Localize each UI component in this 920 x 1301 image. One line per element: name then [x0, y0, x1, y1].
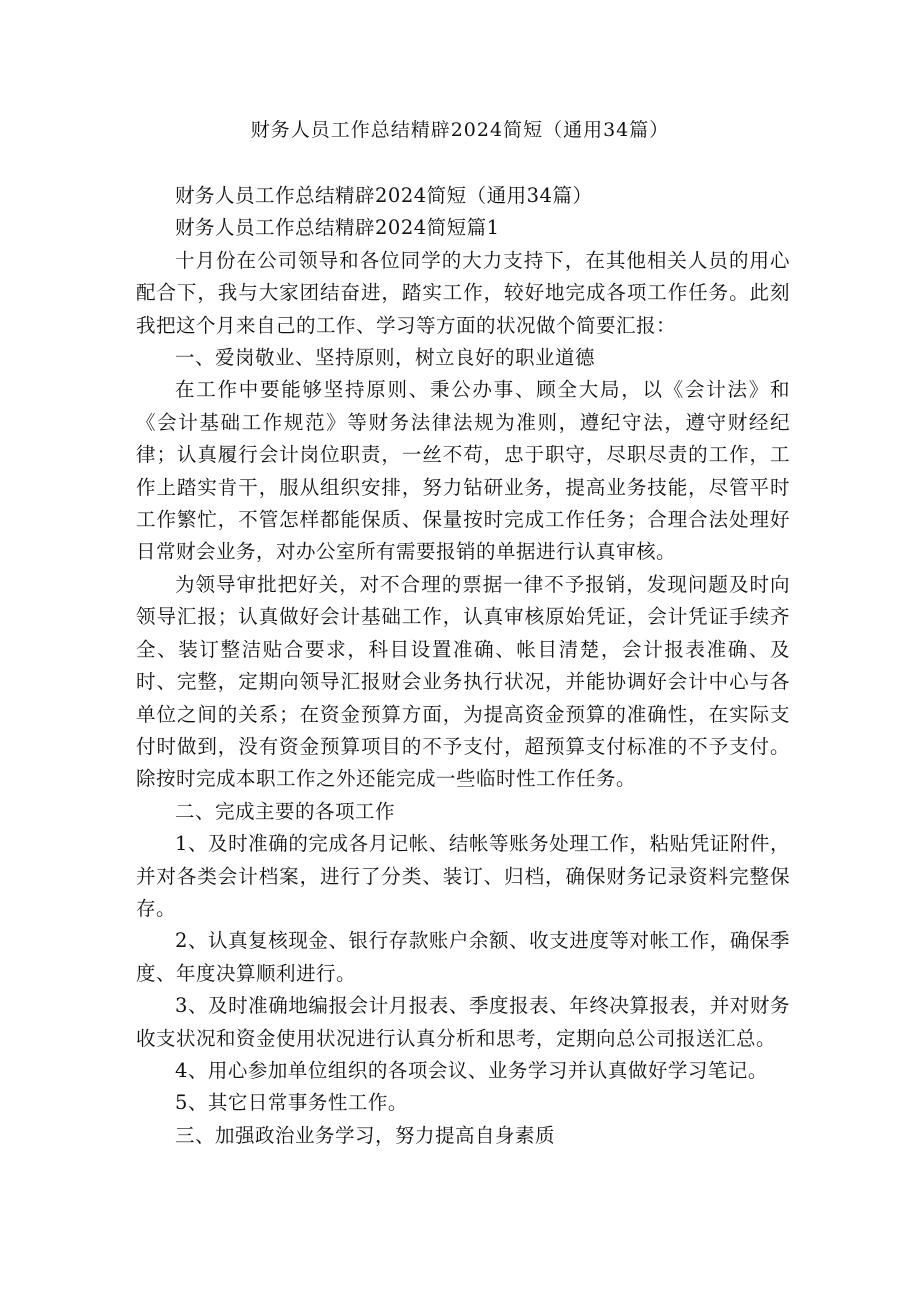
section-title: 财务人员工作总结精辟2024简短篇1 — [175, 216, 500, 240]
section-heading-3: 三、加强政治业务学习，努力提高自身素质 — [175, 1123, 556, 1147]
body-paragraph: 在工作中要能够坚持原则、秉公办事、顾全大局，以《会计法》和《会计基础工作规范》等财务法律法规为准则，遵纪守法，遵守财经纪律；认真履行会计岗位职责，一丝不苟，忠于职守，尽职尽责的工作，工作上踏实肯干，服从组织安排，努力钻研业务，提高业务技能，尽管平时工作繁忙，不管怎样都能保质、保量按时完成工作任务；合理合法处理好日常财会业务，对办公室所有需要报销的单据进行认真审核。 — [136, 378, 790, 564]
document-body — [136, 180, 790, 1152]
list-item-4: 4、用心参加单位组织的各项会议、业务学习并认真做好学习笔记。 — [175, 1058, 768, 1082]
list-item-1: 1、及时准确的完成各月记帐、结帐等账务处理工作，粘贴凭证附件，并对各类会计档案，进行了分类、装订、归档，确保财务记录资料完整保存。 — [136, 832, 790, 920]
intro-paragraph: 十月份在公司领导和各位同学的大力支持下，在其他相关人员的用心配合下，我与大家团结奋进，踏实工作，较好地完成各项工作任务。此刻我把这个月来自己的工作、学习等方面的状况做个简要汇报： — [136, 248, 790, 337]
section-heading-1: 一、爱岗敬业、坚持原则，树立良好的职业道德 — [175, 346, 596, 370]
section-heading-2: 二、完成主要的各项工作 — [175, 799, 396, 823]
list-item-2: 2、认真复核现金、银行存款账户余额、收支进度等对帐工作，确保季度、年度决算顺利进行。 — [136, 929, 790, 985]
list-item-3: 3、及时准确地编报会计月报表、季度报表、年终决算报表，并对财务收支状况和资金使用状况进行认真分析和思考，定期向总公司报送汇总。 — [136, 994, 790, 1050]
body-paragraph: 为领导审批把好关，对不合理的票据一律不予报销，发现问题及时向领导汇报；认真做好会计基础工作，认真审核原始凭证，会计凭证手续齐全、装订整洁贴合要求，科目设置准确、帐目清楚，会计报表准确、及时、完整，定期向领导汇报财会业务执行状况，并能协调好会计中心与各单位之间的关系；在资金预算方面，为提高资金预算的准确性，在实际支付时做到，没有资金预算项目的不予支付，超预算支付标准的不予支付。除按时完成本职工作之外还能完成一些临时性工作任务。 — [136, 572, 790, 791]
list-item-5: 5、其它日常事务性工作。 — [175, 1091, 408, 1115]
subtitle-paragraph: 财务人员工作总结精辟2024简短（通用34篇） — [175, 184, 593, 207]
document-title: 财务人员工作总结精辟2024简短（通用34篇） — [250, 119, 670, 141]
